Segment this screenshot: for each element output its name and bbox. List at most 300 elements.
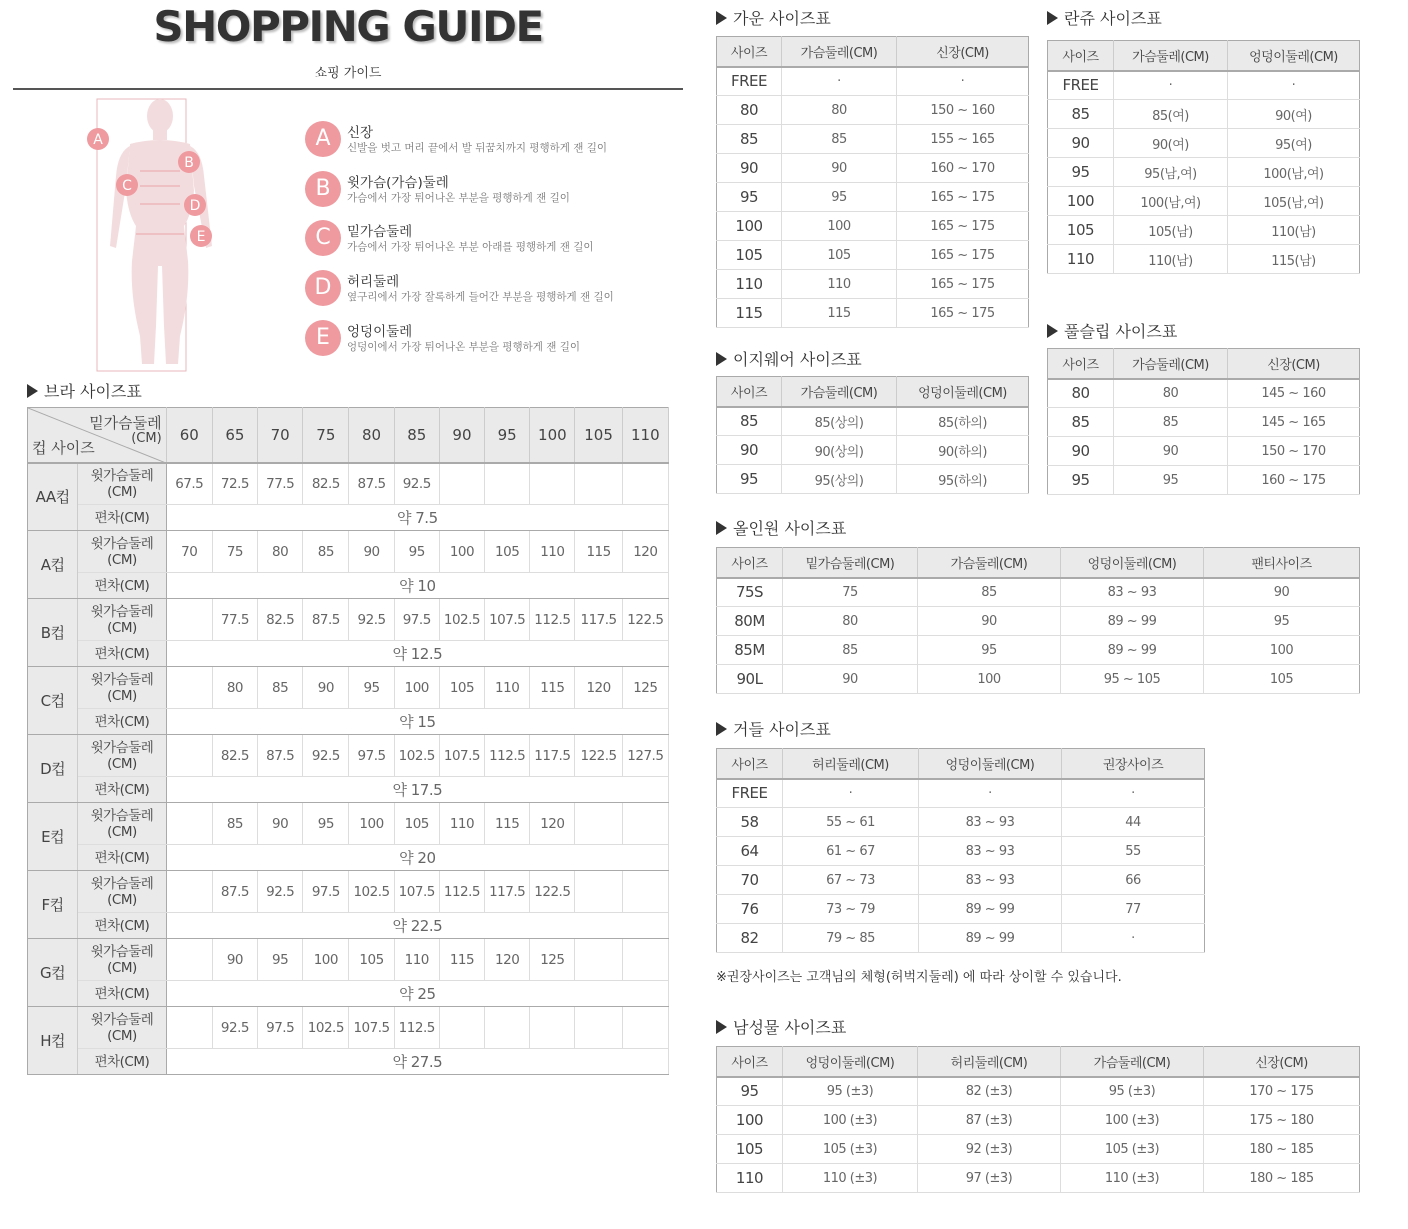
table-header-row	[1048, 349, 1360, 379]
band-size-header: 95	[485, 408, 530, 463]
table-row	[1048, 437, 1360, 466]
value-cell: ·	[919, 779, 1062, 808]
value-cell: 100(남,여)	[1228, 158, 1360, 187]
upper-bust-value	[166, 599, 212, 641]
table-row	[717, 1106, 1360, 1135]
value-cell: 165 ~ 175	[897, 212, 1029, 241]
upper-bust-value: 102.5	[303, 1007, 349, 1049]
table-row	[1048, 158, 1360, 187]
band-size-header: 70	[258, 408, 303, 463]
upper-bust-value: 107.5	[394, 871, 439, 913]
deviation-value: 약 7.5	[166, 505, 668, 531]
upper-bust-value: 112.5	[530, 599, 575, 641]
cup-size-cell: F컵	[28, 871, 78, 939]
column-header: 팬티사이즈	[1204, 548, 1360, 578]
deviation-label: 편차(CM)	[78, 981, 166, 1007]
value-cell: 150 ~ 160	[897, 96, 1029, 125]
size-cell: FREE	[717, 779, 783, 808]
gown-section-title: 가운 사이즈표	[716, 6, 831, 29]
value-cell: 95	[1204, 607, 1360, 636]
upper-bust-value: 120	[622, 531, 668, 573]
column-header: 엉덩이둘레(CM)	[1228, 41, 1360, 71]
upper-bust-value: 127.5	[622, 735, 668, 777]
value-cell: 95	[1114, 466, 1228, 495]
column-header: 사이즈	[717, 377, 782, 407]
value-cell: 110	[782, 270, 897, 299]
upper-bust-label: 윗가슴둘레 (CM)	[78, 667, 166, 709]
column-header: 가슴둘레(CM)	[782, 377, 897, 407]
legend-item-e	[305, 320, 685, 360]
value-cell: 95 ~ 105	[1061, 665, 1204, 694]
lingerie-size-table	[1047, 40, 1360, 274]
bra-row-deviation	[28, 709, 669, 735]
cup-size-cell: AA컵	[28, 463, 78, 531]
marker-a: A	[93, 132, 103, 148]
column-header: 사이즈	[1048, 349, 1114, 379]
legend-marker: B	[305, 171, 341, 207]
table-row	[1048, 245, 1360, 274]
value-cell: 100	[782, 212, 897, 241]
value-cell: 90	[782, 154, 897, 183]
upper-bust-value: 105	[394, 803, 439, 845]
deviation-value: 약 12.5	[166, 641, 668, 667]
upper-bust-value: 105	[439, 667, 484, 709]
band-size-header: 105	[575, 408, 622, 463]
value-cell: 180 ~ 185	[1204, 1135, 1360, 1164]
value-cell: 92 (±3)	[918, 1135, 1061, 1164]
table-row	[717, 125, 1029, 154]
girdle-size-table	[716, 748, 1205, 953]
value-cell: 67 ~ 73	[783, 866, 919, 895]
value-cell: 160 ~ 170	[897, 154, 1029, 183]
upper-bust-value	[530, 1007, 575, 1049]
column-header: 신장(CM)	[897, 37, 1029, 67]
upper-bust-value: 112.5	[485, 735, 530, 777]
value-cell: 85	[783, 636, 918, 665]
upper-bust-value: 120	[485, 939, 530, 981]
column-header: 신장(CM)	[1204, 1047, 1360, 1077]
column-header: 가슴둘레(CM)	[782, 37, 897, 67]
value-cell: 145 ~ 160	[1228, 379, 1360, 408]
table-row	[1048, 129, 1360, 158]
value-cell: 83 ~ 93	[919, 808, 1062, 837]
legend-item-a	[305, 121, 685, 161]
upper-bust-value: 80	[212, 667, 257, 709]
triangle-bullet-icon	[716, 722, 727, 736]
band-size-header: 65	[212, 408, 257, 463]
value-cell: 90(하의)	[897, 436, 1029, 465]
table-row	[717, 837, 1205, 866]
bra-row-deviation	[28, 981, 669, 1007]
band-size-header: 110	[622, 408, 668, 463]
legend-desc: 가슴에서 가장 튀어나온 부분을 평행하게 잰 길이	[347, 192, 570, 204]
table-row	[717, 779, 1205, 808]
band-size-header: 90	[439, 408, 484, 463]
size-cell: 85M	[717, 636, 783, 665]
value-cell: 85	[782, 125, 897, 154]
column-header: 허리둘레(CM)	[783, 749, 919, 779]
cup-size-cell: C컵	[28, 667, 78, 735]
deviation-label: 편차(CM)	[78, 709, 166, 735]
page-title: SHOPPING GUIDE	[153, 2, 543, 51]
size-cell: 95	[717, 1077, 783, 1106]
upper-bust-value	[166, 803, 212, 845]
value-cell: 44	[1062, 808, 1205, 837]
table-row	[717, 436, 1029, 465]
size-cell: 105	[717, 241, 782, 270]
size-cell: 64	[717, 837, 783, 866]
corner-band-unit: (CM)	[131, 431, 162, 446]
corner-band-label: 밑가슴둘레	[89, 414, 162, 432]
upper-bust-value: 87.5	[212, 871, 257, 913]
size-cell: 90L	[717, 665, 783, 694]
upper-bust-value	[622, 803, 668, 845]
upper-bust-value: 92.5	[212, 1007, 257, 1049]
value-cell: 89 ~ 99	[919, 895, 1062, 924]
bra-row-deviation	[28, 505, 669, 531]
value-cell: 165 ~ 175	[897, 299, 1029, 328]
size-cell: 85	[1048, 408, 1114, 437]
value-cell: 110 (±3)	[783, 1164, 918, 1193]
cup-size-cell: G컵	[28, 939, 78, 1007]
column-header: 권장사이즈	[1062, 749, 1205, 779]
value-cell: 110(남)	[1114, 245, 1228, 274]
value-cell: 90	[1114, 437, 1228, 466]
column-header: 사이즈	[717, 749, 783, 779]
upper-bust-value: 90	[303, 667, 349, 709]
value-cell: 85(상의)	[782, 407, 897, 436]
upper-bust-label: 윗가슴둘레 (CM)	[78, 871, 166, 913]
size-cell: 85	[717, 125, 782, 154]
upper-bust-value: 120	[575, 667, 622, 709]
table-row	[717, 96, 1029, 125]
upper-bust-value: 97.5	[394, 599, 439, 641]
deviation-value: 약 15	[166, 709, 668, 735]
value-cell: 80	[783, 607, 918, 636]
upper-bust-value: 100	[394, 667, 439, 709]
upper-bust-value: 67.5	[166, 463, 212, 505]
column-header: 가슴둘레(CM)	[1114, 349, 1228, 379]
table-header-row	[717, 37, 1029, 67]
upper-bust-value: 77.5	[258, 463, 303, 505]
upper-bust-value	[575, 803, 622, 845]
upper-bust-value	[530, 463, 575, 505]
legend-name: 허리둘레	[347, 274, 400, 290]
upper-bust-value: 117.5	[575, 599, 622, 641]
value-cell: 115(남)	[1228, 245, 1360, 274]
mens-section-title: 남성물 사이즈표	[716, 1015, 846, 1038]
size-cell: 85	[717, 407, 782, 436]
value-cell: 100	[1204, 636, 1360, 665]
deviation-label: 편차(CM)	[78, 777, 166, 803]
mens-size-table	[716, 1046, 1360, 1193]
size-cell: FREE	[1048, 71, 1114, 100]
value-cell: 85(여)	[1114, 100, 1228, 129]
size-cell: 90	[1048, 129, 1114, 158]
upper-bust-value: 122.5	[622, 599, 668, 641]
value-cell: 105(남)	[1114, 216, 1228, 245]
value-cell: 89 ~ 99	[1061, 607, 1204, 636]
upper-bust-value	[485, 463, 530, 505]
column-header: 사이즈	[1048, 41, 1114, 71]
value-cell: 89 ~ 99	[1061, 636, 1204, 665]
band-size-header: 60	[166, 408, 212, 463]
value-cell: 95(하의)	[897, 465, 1029, 494]
size-cell: 95	[1048, 466, 1114, 495]
legend-desc: 신발을 벗고 머리 끝에서 발 뒤꿈치까지 평행하게 잰 길이	[347, 142, 607, 154]
upper-bust-value: 100	[303, 939, 349, 981]
value-cell: 97 (±3)	[918, 1164, 1061, 1193]
value-cell: 155 ~ 165	[897, 125, 1029, 154]
triangle-bullet-icon	[716, 521, 727, 535]
bra-row-upper	[28, 599, 669, 641]
table-header-row	[717, 1047, 1360, 1077]
value-cell: 170 ~ 175	[1204, 1077, 1360, 1106]
size-cell: 95	[1048, 158, 1114, 187]
size-cell: 110	[717, 270, 782, 299]
value-cell: 55 ~ 61	[783, 808, 919, 837]
size-cell: 95	[717, 183, 782, 212]
size-cell: 76	[717, 895, 783, 924]
column-header: 엉덩이둘레(CM)	[783, 1047, 918, 1077]
value-cell: 105	[782, 241, 897, 270]
upper-bust-value: 82.5	[258, 599, 303, 641]
allinone-section-title: 올인원 사이즈표	[716, 516, 846, 539]
upper-bust-value: 85	[303, 531, 349, 573]
upper-bust-value: 125	[622, 667, 668, 709]
upper-bust-value	[166, 667, 212, 709]
value-cell: 105	[1204, 665, 1360, 694]
marker-c: C	[122, 178, 132, 194]
table-row	[717, 465, 1029, 494]
value-cell: 83 ~ 93	[919, 866, 1062, 895]
upper-bust-value	[575, 1007, 622, 1049]
upper-bust-value: 117.5	[485, 871, 530, 913]
size-cell: 115	[717, 299, 782, 328]
deviation-value: 약 25	[166, 981, 668, 1007]
upper-bust-value	[622, 463, 668, 505]
upper-bust-value: 105	[485, 531, 530, 573]
table-header-row	[1048, 41, 1360, 71]
value-cell: 90	[918, 607, 1061, 636]
value-cell: 105 (±3)	[783, 1135, 918, 1164]
size-cell: 105	[717, 1135, 783, 1164]
legend-name: 신장	[347, 125, 374, 141]
value-cell: 100(남,여)	[1114, 187, 1228, 216]
size-cell: 90	[1048, 437, 1114, 466]
table-row	[1048, 466, 1360, 495]
value-cell: ·	[897, 67, 1029, 96]
bra-section-title: 브라 사이즈표	[27, 379, 142, 402]
legend-item-d	[305, 270, 685, 310]
table-row	[1048, 408, 1360, 437]
value-cell: 95(남,여)	[1114, 158, 1228, 187]
size-cell: 95	[717, 465, 782, 494]
table-row	[717, 212, 1029, 241]
bra-row-upper	[28, 531, 669, 573]
table-row	[1048, 100, 1360, 129]
value-cell: ·	[1062, 924, 1205, 953]
legend-marker: D	[305, 270, 341, 306]
column-header: 엉덩이둘레(CM)	[897, 377, 1029, 407]
value-cell: 66	[1062, 866, 1205, 895]
value-cell: 83 ~ 93	[919, 837, 1062, 866]
upper-bust-value: 87.5	[349, 463, 394, 505]
bra-row-upper	[28, 871, 669, 913]
upper-bust-label: 윗가슴둘레 (CM)	[78, 803, 166, 845]
upper-bust-value	[575, 939, 622, 981]
size-cell: 110	[1048, 245, 1114, 274]
bra-row-deviation	[28, 573, 669, 599]
upper-bust-value: 95	[394, 531, 439, 573]
title-divider	[13, 88, 683, 90]
value-cell: 83 ~ 93	[1061, 578, 1204, 607]
upper-bust-value: 90	[212, 939, 257, 981]
value-cell: 175 ~ 180	[1204, 1106, 1360, 1135]
upper-bust-value: 112.5	[394, 1007, 439, 1049]
body-measurement-figure	[80, 96, 240, 376]
value-cell: 160 ~ 175	[1228, 466, 1360, 495]
table-row	[717, 895, 1205, 924]
value-cell: 95 (±3)	[1061, 1077, 1204, 1106]
triangle-bullet-icon	[716, 352, 727, 366]
girdle-note: ※권장사이즈는 고객님의 체형(허벅지둘레) 에 따라 상이할 수 있습니다.	[716, 970, 1122, 985]
value-cell: 90(여)	[1228, 100, 1360, 129]
upper-bust-value	[439, 1007, 484, 1049]
table-row	[717, 270, 1029, 299]
value-cell: 73 ~ 79	[783, 895, 919, 924]
upper-bust-label: 윗가슴둘레 (CM)	[78, 531, 166, 573]
upper-bust-value	[166, 871, 212, 913]
value-cell: 90	[783, 665, 918, 694]
bra-row-upper	[28, 939, 669, 981]
table-row	[717, 924, 1205, 953]
upper-bust-value	[485, 1007, 530, 1049]
fullslip-section-title: 풀슬립 사이즈표	[1047, 319, 1177, 342]
deviation-value: 약 10	[166, 573, 668, 599]
deviation-value: 약 20	[166, 845, 668, 871]
table-row	[717, 607, 1360, 636]
upper-bust-value: 90	[349, 531, 394, 573]
legend-name: 밑가슴둘레	[347, 224, 413, 240]
value-cell: ·	[783, 779, 919, 808]
page-subtitle: 쇼핑 가이드	[314, 66, 382, 81]
upper-bust-value: 85	[212, 803, 257, 845]
value-cell: 105 (±3)	[1061, 1135, 1204, 1164]
value-cell: 145 ~ 165	[1228, 408, 1360, 437]
upper-bust-value: 87.5	[303, 599, 349, 641]
table-row	[717, 866, 1205, 895]
gown-size-table	[716, 36, 1029, 328]
legend-marker: E	[305, 320, 341, 356]
upper-bust-value: 82.5	[303, 463, 349, 505]
legend-desc: 엉덩이에서 가장 튀어나온 부분을 평행하게 잰 길이	[347, 341, 581, 353]
triangle-bullet-icon	[716, 11, 727, 25]
size-cell: 100	[717, 212, 782, 241]
value-cell: 95(여)	[1228, 129, 1360, 158]
size-cell: 85	[1048, 100, 1114, 129]
table-row	[717, 299, 1029, 328]
triangle-bullet-icon	[27, 384, 38, 398]
girdle-section-title: 거들 사이즈표	[716, 717, 831, 740]
upper-bust-value	[575, 463, 622, 505]
size-cell: 75S	[717, 578, 783, 607]
upper-bust-value: 122.5	[575, 735, 622, 777]
cup-size-cell: D컵	[28, 735, 78, 803]
table-row	[717, 1077, 1360, 1106]
value-cell: 80	[1114, 379, 1228, 408]
value-cell: 165 ~ 175	[897, 241, 1029, 270]
bra-row-deviation	[28, 777, 669, 803]
upper-bust-value: 110	[485, 667, 530, 709]
value-cell: 95	[782, 183, 897, 212]
table-row	[1048, 71, 1360, 100]
value-cell: 100 (±3)	[1061, 1106, 1204, 1135]
upper-bust-value: 92.5	[303, 735, 349, 777]
bra-row-upper	[28, 463, 669, 505]
upper-bust-value: 82.5	[212, 735, 257, 777]
upper-bust-value: 77.5	[212, 599, 257, 641]
size-cell: 100	[717, 1106, 783, 1135]
upper-bust-value: 102.5	[439, 599, 484, 641]
value-cell: ·	[1228, 71, 1360, 100]
table-row	[717, 241, 1029, 270]
value-cell: 55	[1062, 837, 1205, 866]
upper-bust-value: 115	[530, 667, 575, 709]
upper-bust-value	[166, 939, 212, 981]
upper-bust-value: 85	[258, 667, 303, 709]
upper-bust-value: 97.5	[258, 1007, 303, 1049]
size-cell: 58	[717, 808, 783, 837]
table-row	[717, 1164, 1360, 1193]
triangle-bullet-icon	[1047, 324, 1058, 338]
bra-corner-header	[28, 408, 167, 463]
value-cell: ·	[782, 67, 897, 96]
value-cell: 150 ~ 170	[1228, 437, 1360, 466]
legend-marker: A	[305, 121, 341, 157]
column-header: 엉덩이둘레(CM)	[1061, 548, 1204, 578]
upper-bust-value	[575, 871, 622, 913]
legend-desc: 가슴에서 가장 튀어나온 부분 아래를 평행하게 잰 길이	[347, 241, 594, 253]
lingerie-section-title: 란쥬 사이즈표	[1047, 6, 1162, 29]
value-cell: 61 ~ 67	[783, 837, 919, 866]
upper-bust-value	[622, 939, 668, 981]
upper-bust-value: 125	[530, 939, 575, 981]
table-row	[1048, 187, 1360, 216]
table-row	[717, 154, 1029, 183]
value-cell: 95 (±3)	[783, 1077, 918, 1106]
bra-row-deviation	[28, 913, 669, 939]
value-cell: 110(남)	[1228, 216, 1360, 245]
column-header: 사이즈	[717, 548, 783, 578]
upper-bust-value: 95	[349, 667, 394, 709]
size-cell: 82	[717, 924, 783, 953]
easywear-section-title: 이지웨어 사이즈표	[716, 347, 862, 370]
bra-row-deviation	[28, 1049, 669, 1075]
deviation-label: 편차(CM)	[78, 1049, 166, 1075]
value-cell: 180 ~ 185	[1204, 1164, 1360, 1193]
upper-bust-value: 122.5	[530, 871, 575, 913]
upper-bust-value: 72.5	[212, 463, 257, 505]
bra-row-upper	[28, 1007, 669, 1049]
upper-bust-value: 107.5	[439, 735, 484, 777]
bra-row-deviation	[28, 641, 669, 667]
column-header: 엉덩이둘레(CM)	[919, 749, 1062, 779]
upper-bust-value: 102.5	[394, 735, 439, 777]
upper-bust-value	[622, 871, 668, 913]
upper-bust-value: 110	[394, 939, 439, 981]
fullslip-size-table	[1047, 348, 1360, 495]
